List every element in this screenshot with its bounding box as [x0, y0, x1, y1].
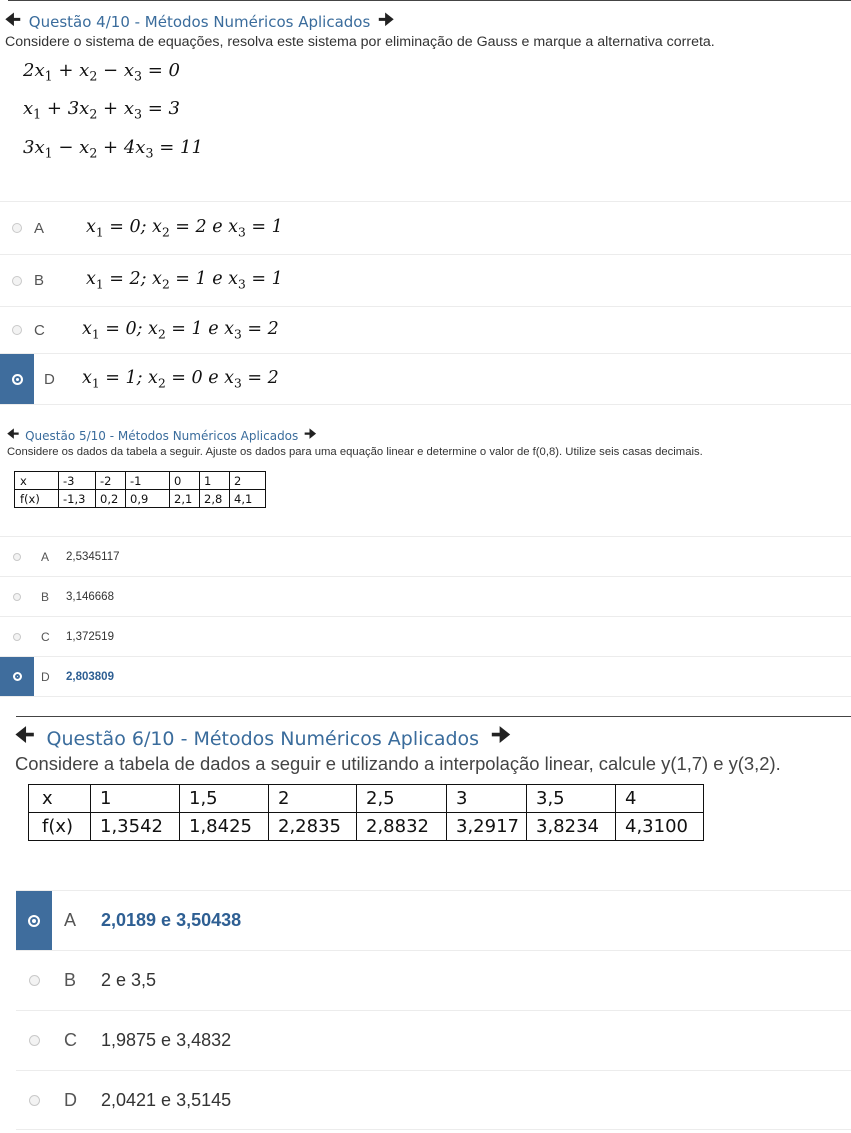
option-letter: A [64, 910, 77, 930]
option-value: 2,0189 e 3,50438 [101, 910, 242, 930]
question-title: Questão 6/10 - Métodos Numéricos Aplicados [46, 727, 480, 750]
option-letter: C [34, 321, 45, 339]
radio-button[interactable] [12, 325, 22, 335]
data-table [14, 471, 266, 508]
option-letter: C [41, 629, 50, 644]
option-a[interactable] [16, 890, 851, 950]
option-a[interactable] [0, 201, 851, 254]
radio-button[interactable] [29, 1035, 40, 1046]
option-letter: D [64, 1089, 77, 1110]
option-b[interactable] [0, 576, 851, 616]
option-value: 1,9875 e 3,4832 [101, 1030, 232, 1050]
option-letter: B [41, 589, 50, 604]
arrow-left-icon[interactable]: 🠈 [15, 723, 35, 747]
option-d[interactable] [16, 1070, 851, 1130]
option-d[interactable] [0, 656, 851, 697]
option-value: 2,0421 e 3,5145 [101, 1089, 232, 1110]
radio-button[interactable] [29, 1095, 40, 1106]
radio-button[interactable] [13, 593, 21, 601]
question-prompt: Considere a tabela de dados a seguir e utilizando a interpolação linear, calcule y(1,7) e y(3,2). [15, 753, 781, 774]
arrow-left-icon[interactable]: 🠈 [5, 10, 21, 30]
option-b[interactable] [0, 254, 851, 306]
option-value: 1,372519 [66, 630, 114, 643]
radio-button[interactable] [12, 223, 22, 233]
equation-3: $3x_1 - x_2 + 4x_3 = 11$ [23, 137, 203, 161]
option-c[interactable] [16, 1010, 851, 1070]
divider [8, 0, 851, 1]
question-prompt: Considere os dados da tabela a seguir. Ajuste os dados para uma equação linear e determine o valor de f(0,8). Utilize seis casas decimais. [7, 446, 703, 458]
option-value: 2,803809 [66, 670, 114, 683]
option-c[interactable] [0, 306, 851, 353]
radio-button[interactable] [29, 975, 40, 986]
question-title: Questão 5/10 - Métodos Numéricos Aplicados [25, 429, 299, 443]
question-6-header [15, 721, 511, 756]
table-row: f(x) -1,3 0,2 0,9 2,1 2,8 4,1 [15, 490, 266, 508]
option-value: 2,5345117 [66, 550, 120, 563]
question-5 [0, 420, 851, 700]
option-letter: D [41, 669, 50, 684]
equation-1: $2x_1 + x_2 - x_3 = 0$ [23, 60, 181, 84]
data-table [28, 784, 704, 841]
question-prompt: Considere o sistema de equações, resolva este sistema por eliminação de Gauss e marque a alternativa correta. [5, 34, 715, 50]
radio-button[interactable] [13, 633, 21, 641]
option-b[interactable] [16, 950, 851, 1010]
option-value: $x_1 = 2$; $x_2 = 1$ e $x_3 = 1$ [86, 269, 283, 292]
arrow-right-icon[interactable]: 🠊 [304, 427, 317, 442]
table-row: f(x) 1,3542 1,8425 2,2835 2,8832 3,2917 3,8234 4,3100 [29, 813, 704, 841]
option-value: 2 e 3,5 [101, 970, 157, 990]
option-letter: A [41, 549, 50, 564]
question-6 [0, 716, 851, 1133]
radio-button[interactable] [12, 276, 22, 286]
option-letter: B [34, 272, 45, 289]
option-value: 3,146668 [66, 590, 114, 603]
radio-button-checked[interactable] [13, 672, 22, 681]
question-4 [0, 0, 851, 410]
option-a[interactable] [0, 536, 851, 576]
option-letter: A [34, 219, 45, 237]
option-letter: B [64, 970, 77, 990]
question-5-header [7, 425, 316, 447]
question-4-header [5, 7, 394, 36]
table-row: x -3 -2 -1 0 1 2 [15, 472, 266, 490]
option-d[interactable] [0, 353, 851, 405]
option-value: $x_1 = 0$; $x_2 = 2$ e $x_3 = 1$ [86, 216, 283, 240]
option-value: $x_1 = 1$; $x_2 = 0$ e $x_3 = 2$ [82, 367, 279, 391]
option-letter: D [44, 370, 55, 388]
divider [16, 716, 851, 717]
arrow-right-icon[interactable]: 🠊 [491, 723, 511, 747]
radio-button-checked[interactable] [28, 915, 40, 927]
radio-button[interactable] [13, 553, 21, 561]
question-title: Questão 4/10 - Métodos Numéricos Aplicados [28, 12, 371, 31]
arrow-right-icon[interactable]: 🠊 [378, 10, 395, 30]
radio-button-checked[interactable] [12, 374, 23, 385]
option-value: $x_1 = 0$; $x_2 = 1$ e $x_3 = 2$ [82, 318, 279, 342]
option-letter: C [64, 1030, 77, 1050]
arrow-left-icon[interactable]: 🠈 [7, 427, 20, 442]
option-c[interactable] [0, 616, 851, 656]
table-row: x 1 1,5 2 2,5 3 3,5 4 [29, 785, 704, 813]
equation-2: $x_1 + 3x_2 + x_3 = 3$ [23, 98, 181, 122]
